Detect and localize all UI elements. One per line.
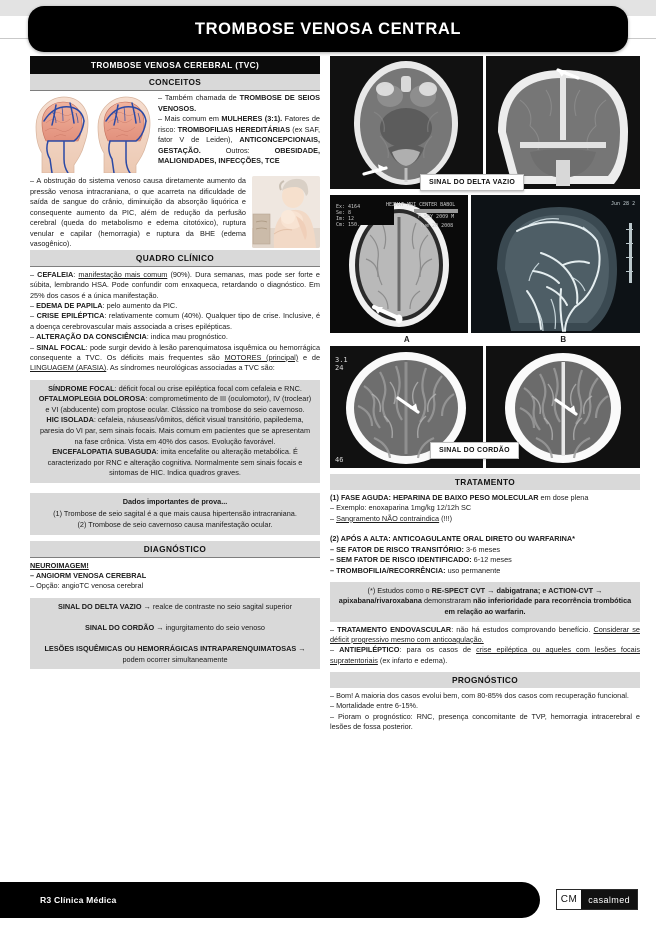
svg-text:3.1: 3.1 — [335, 356, 348, 364]
svg-text:HEZMAT MRI CENTER BABOL: HEZMAT MRI CENTER BABOL — [386, 202, 456, 208]
ab-labels — [330, 335, 640, 344]
imaging-group-ab — [330, 195, 640, 344]
tratamento-extra-text: – TRATAMENTO ENDOVASCULAR: não há estudos comprovando benefício. Considerar se déficit progressivo mesmo com anticoagulação. – ANTIEPILÉPTICO: para os casos de crise epiléptica ou aqueles com lesões focais supratentoriais (ex infarto e edema). — [330, 624, 640, 665]
fisiopatologia-text: – A obstrução do sistema venoso causa diretamente aumento da pressão venosa intracraniana, o que acarreta na dificuldade de saída de sangue do crânio, diminuição da absorção liquórica e consequente aumento da PIC, além de redução da perfusão cerebral (queda do metabolismo e edema citotóxico), ruptura venular e capilar (hemorragia) e ruptura da BHE (edema vasogênico). — [30, 176, 246, 249]
label-b: B — [560, 335, 567, 344]
footer-brand-text: R3 Clínica Médica — [40, 895, 117, 905]
tratamento-text: (1) FASE AGUDA: HEPARINA DE BAIXO PESO MOLECULAR em dose plena – Exemplo: enoxaparina 1mg/kg 12/12h SC – Sangramento NÃO contraindica (!!!) (2) APÓS A ALTA: ANTICOAGULANTE ORAL DIRETO OU WARFARINA* – SE FATOR DE RISCO TRANSITÓRIO: 3-6 meses – SEM FATOR DE RISCO IDENTIFICADO: 6-12 meses – TROMBOFILIA/RECORRÊNCIA: uso permanente — [330, 493, 589, 575]
ct-axial-delta-vazio — [330, 56, 483, 189]
svg-text:24: 24 — [335, 364, 344, 372]
conceitos-block — [30, 91, 320, 173]
imaging-group-cordao — [330, 346, 640, 468]
svg-text:46: 46 — [335, 456, 344, 464]
breastfeeding-photo — [252, 176, 320, 248]
label-a: A — [403, 335, 410, 344]
svg-text:Jun 28 2: Jun 28 2 — [611, 201, 636, 207]
ct-coronal-delta-vazio — [486, 56, 640, 189]
quadro-clinico-text: – CEFALEIA: manifestação mais comum (90%). Dura semanas, mas pode ser forte e súbita, lembrando HSA. Pode confundir com enxaqueca, retardando o diagnóstico. Em 25% dos casos é a única manifestação. – EDEMA DE PAPILA: pelo aumento da PIC. – CRISE EPILÉPTICA: relativamente comum (40%). Qualquer tipo de crise. Inclusive, é a doença cerebrovascular mais associada a crises epilépticas. – ALTERAÇÃO DA CONSCIÊNCIA: indica mau prognóstico. – SINAL FOCAL: pode surgir devido à lesão parenquimatosa isquêmica ou hemorrágica consequente a TVC. Os déficits mais frequentes são MOTORES (principal) e de LINGUAGEM (AFASIA). As síndromes neurológicas associadas a TVC são: — [30, 270, 321, 373]
conceitos-text: – Também chamada de TROMBOSE DE SEIOS VENOSOS. – Mais comum em MULHERES (3:1). Fatores de risco: TROMBOFILIAS HEREDITÁRIAS (ex SAF, fator V de Leiden), ANTICONCEPCIONAIS, GESTAÇÃO. Outros: OBESIDADE, MALIGNIDADES, INFECÇÕES, TCE — [158, 93, 320, 166]
svg-text:Cm: 150.: Cm: 150. — [336, 222, 361, 228]
dados-prova-items: (1) Trombose de seio sagital é a que mais causa hipertensão intracraniana. (2) Trombose de seio cavernoso causa manifestação ocular. — [53, 509, 297, 529]
section-title-tvc: TROMBOSE VENOSA CEREBRAL (TVC) — [30, 56, 320, 74]
dados-prova-box — [30, 493, 320, 535]
scan-row-1 — [330, 56, 640, 189]
brain-venous-sinus-illustration — [30, 93, 152, 173]
page-header — [28, 6, 628, 52]
section-heading-conceitos: CONCEITOS — [30, 74, 320, 91]
casalmed-logo — [556, 889, 638, 910]
fisiopatologia-block — [30, 173, 320, 250]
caption-sinal-delta-vazio: SINAL DO DELTA VAZIO — [420, 174, 524, 191]
svg-text:F 50Y 2009 M: F 50Y 2009 M — [418, 214, 455, 220]
svg-text:Im: 12: Im: 12 — [336, 216, 355, 222]
svg-text:Se: 8: Se: 8 — [336, 210, 352, 216]
svg-text:Ex: 4164: Ex: 4164 — [336, 204, 361, 210]
section-heading-prognostico: PROGNÓSTICO — [330, 672, 640, 688]
scan-row-2 — [330, 195, 640, 333]
logo-mark: CM — [557, 890, 582, 909]
section-heading-diagnostico: DIAGNÓSTICO — [30, 541, 320, 558]
prognostico-text: – Bom! A maioria dos casos evolui bem, com 80-85% dos casos com recuperação funcional. – Mortalidade entre 6-15%. – Pioram o prognóstico: RNC, presença concomitante de TVP, hemorragia intracerebral e lesões de fossa posterior. — [330, 691, 640, 732]
diagnostico-sinais-box: SINAL DO DELTA VAZIO → realce de contraste no seio sagital superior SINAL DO CORDÃO → ingurgitamento do seio venoso LESÕES ISQUÊMICAS OU HEMORRÁGICAS INTRAPARENQUIMATOSAS → podem ocorrer simultaneamente — [30, 598, 320, 669]
left-column — [30, 56, 320, 669]
logo-wordmark: casalmed — [581, 890, 637, 909]
section-heading-quadro-clinico: QUADRO CLÍNICO — [30, 250, 320, 267]
section-heading-tratamento: TRATAMENTO — [330, 474, 640, 490]
imaging-group-delta-vazio — [330, 56, 640, 189]
page-footer — [0, 882, 540, 918]
tratamento-nota-box: (*) Estudos como o RE-SPECT CVT → dabigatrana; e ACTION-CVT → apixabana/rivaroxabana demonstraram não inferioridade para recorrência trombótica em relação ao warfarin. — [330, 582, 640, 622]
sindromes-box: SÍNDROME FOCAL: déficit focal ou crise epiléptica focal com cefaleia e RNC. OFTALMOPLEGIA DOLOROSA: comprometimento de III (oculomotor), IV (troclear) e VI (abducente) com proptose ocular. Clássico na trombose do seio cavernoso. HIC ISOLADA: cefaleia, náuseas/vômitos, déficit visual transitório, papiledema, paresia do VI par, sem sinais focais. Mais comum em pacientes que se apresentam na fase crônica. Vista em 40% dos casos. Evolução favorável. ENCEFALOPATIA SUBAGUDA: imita encefalite ou alteração metabólica. É caracterizado por RNC e alteração cognitiva. Normalmente sem sinais focais e sintomas de HIC. Indica quadros graves. — [30, 380, 320, 483]
diagnostico-text: NEUROIMAGEM! – ANGIORM VENOSA CEREBRAL – Opção: angioTC venosa cerebral — [30, 560, 147, 591]
right-column — [330, 56, 640, 734]
mri-axial-arrow — [330, 195, 468, 333]
caption-sinal-cordao: SINAL DO CORDÃO — [430, 442, 519, 459]
angiorm-venosa-3d — [471, 195, 640, 333]
dados-prova-title: Dados importantes de prova... — [122, 496, 228, 506]
page-title: TROMBOSE VENOSA CENTRAL — [194, 19, 462, 38]
svg-text:Tue 20 2008: Tue 20 2008 — [420, 223, 454, 229]
